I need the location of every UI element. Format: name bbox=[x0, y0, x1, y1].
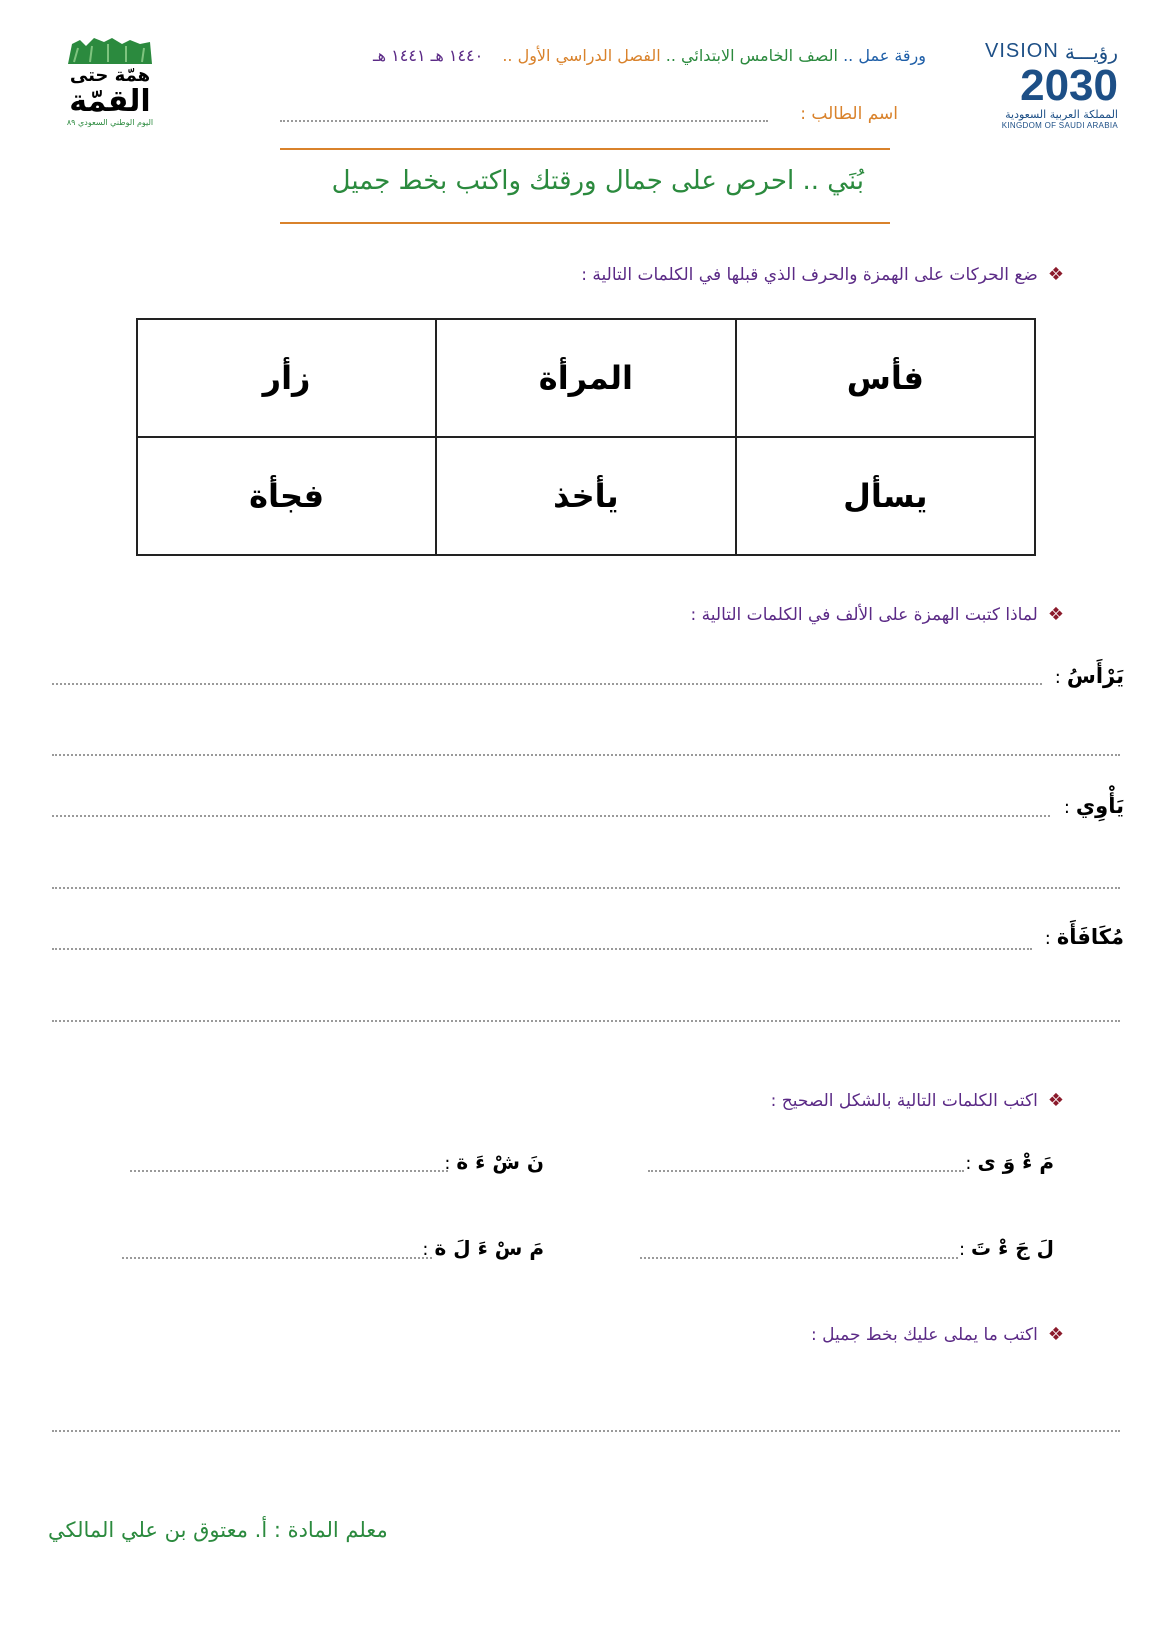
q3-word-2 bbox=[444, 1150, 544, 1174]
colon: : bbox=[422, 1239, 429, 1260]
map-icon bbox=[64, 36, 156, 66]
question-3 bbox=[771, 1090, 1064, 1111]
q2-word-3 bbox=[1045, 925, 1124, 949]
answer-line[interactable] bbox=[52, 887, 1120, 889]
q2-word-2-text: يَأْوِي bbox=[1075, 794, 1124, 818]
table-row bbox=[137, 319, 1035, 437]
answer-line[interactable] bbox=[52, 815, 1050, 817]
answer-line[interactable] bbox=[52, 754, 1120, 756]
dictation-line[interactable] bbox=[52, 1430, 1120, 1432]
answer-line[interactable] bbox=[130, 1170, 448, 1172]
advice-text: بُنَي .. احرص على جمال ورقتك واكتب بخط جميل bbox=[331, 166, 864, 196]
diamond-bullet-icon: ❖ bbox=[1047, 264, 1064, 285]
vision-word-en: VISION bbox=[985, 40, 1059, 62]
teacher-name: معلم المادة : أ. معتوق بن علي المالكي bbox=[48, 1518, 388, 1542]
question-2-text: لماذا كتبت الهمزة على الألف في الكلمات التالية : bbox=[690, 605, 1038, 625]
vision-word-ar: رؤيـــة bbox=[1064, 40, 1118, 64]
answer-line[interactable] bbox=[52, 683, 1042, 685]
answer-line[interactable] bbox=[52, 1020, 1120, 1022]
answer-line[interactable] bbox=[122, 1257, 432, 1259]
vision-year: 2030 bbox=[1020, 61, 1118, 110]
national-day-logo bbox=[56, 36, 164, 148]
header-year: ١٤٤٠ هـ ١٤٤١ هـ bbox=[372, 46, 484, 65]
q3-word-3-text: لَ جَ ءْ تَ bbox=[971, 1236, 1054, 1260]
diamond-bullet-icon: ❖ bbox=[1047, 1090, 1064, 1111]
peak-line3: اليوم الوطني السعودي ٨٩ bbox=[66, 118, 154, 127]
question-2 bbox=[691, 604, 1064, 625]
header-worksheet: ورقة عمل .. bbox=[843, 46, 926, 65]
diamond-bullet-icon: ❖ bbox=[1047, 1324, 1064, 1345]
vision-2030-logo bbox=[968, 40, 1118, 144]
student-name-label: اسم الطالب : bbox=[800, 104, 898, 124]
table-cell: فأس bbox=[736, 319, 1035, 437]
words-table bbox=[136, 318, 1036, 556]
advice-top-rule bbox=[280, 148, 890, 150]
answer-line[interactable] bbox=[640, 1257, 958, 1259]
answer-line[interactable] bbox=[648, 1170, 964, 1172]
peak-line1: همّة حتى bbox=[69, 65, 151, 86]
table-cell: يسأل bbox=[736, 437, 1035, 555]
vision-kingdom-ar: المملكة العربية السعودية bbox=[1005, 108, 1118, 121]
colon: : bbox=[444, 1153, 451, 1174]
question-1-text: ضع الحركات على الهمزة والحرف الذي قبلها في الكلمات التالية : bbox=[581, 265, 1038, 285]
peak-line2: القمّة bbox=[69, 84, 151, 119]
q3-word-1-text: مَ ءْ وَ ى bbox=[977, 1150, 1054, 1174]
header-grade: الصف الخامس الابتدائي .. bbox=[665, 46, 838, 65]
colon: : bbox=[1044, 928, 1051, 949]
table-row bbox=[137, 437, 1035, 555]
question-4-text: اكتب ما يملى عليك بخط جميل : bbox=[811, 1325, 1038, 1345]
table-cell: زأر bbox=[137, 319, 436, 437]
table-cell: المرأة bbox=[436, 319, 736, 437]
colon: : bbox=[1054, 667, 1061, 688]
q2-word-2 bbox=[1064, 794, 1124, 818]
header-term: الفصل الدراسي الأول .. bbox=[502, 46, 661, 65]
diamond-bullet-icon: ❖ bbox=[1047, 604, 1064, 625]
q3-word-3 bbox=[959, 1236, 1054, 1260]
question-1 bbox=[581, 264, 1064, 285]
q2-word-1-text: يَرْأَسُ bbox=[1066, 664, 1124, 688]
colon: : bbox=[1063, 797, 1070, 818]
question-3-text: اكتب الكلمات التالية بالشكل الصحيح : bbox=[770, 1091, 1038, 1111]
table-cell: يأخذ bbox=[436, 437, 736, 555]
q3-word-4-text: مَ سْ ءَ لَ ة bbox=[434, 1236, 544, 1260]
answer-line[interactable] bbox=[52, 948, 1032, 950]
worksheet-header bbox=[373, 46, 926, 65]
advice-bottom-rule bbox=[280, 222, 890, 224]
q2-word-3-text: مُكَافَأَة bbox=[1056, 925, 1124, 949]
colon: : bbox=[965, 1153, 972, 1174]
student-name-field[interactable] bbox=[280, 120, 768, 122]
table-cell: فجأة bbox=[137, 437, 436, 555]
colon: : bbox=[958, 1239, 966, 1260]
vision-kingdom-en: KINGDOM OF SAUDI ARABIA bbox=[1001, 121, 1118, 130]
question-4 bbox=[811, 1324, 1064, 1345]
q3-word-1 bbox=[965, 1150, 1054, 1174]
q3-word-4 bbox=[422, 1236, 544, 1260]
q2-word-1 bbox=[1055, 664, 1124, 688]
q3-word-2-text: نَ شْ ءَ ة bbox=[456, 1150, 544, 1174]
